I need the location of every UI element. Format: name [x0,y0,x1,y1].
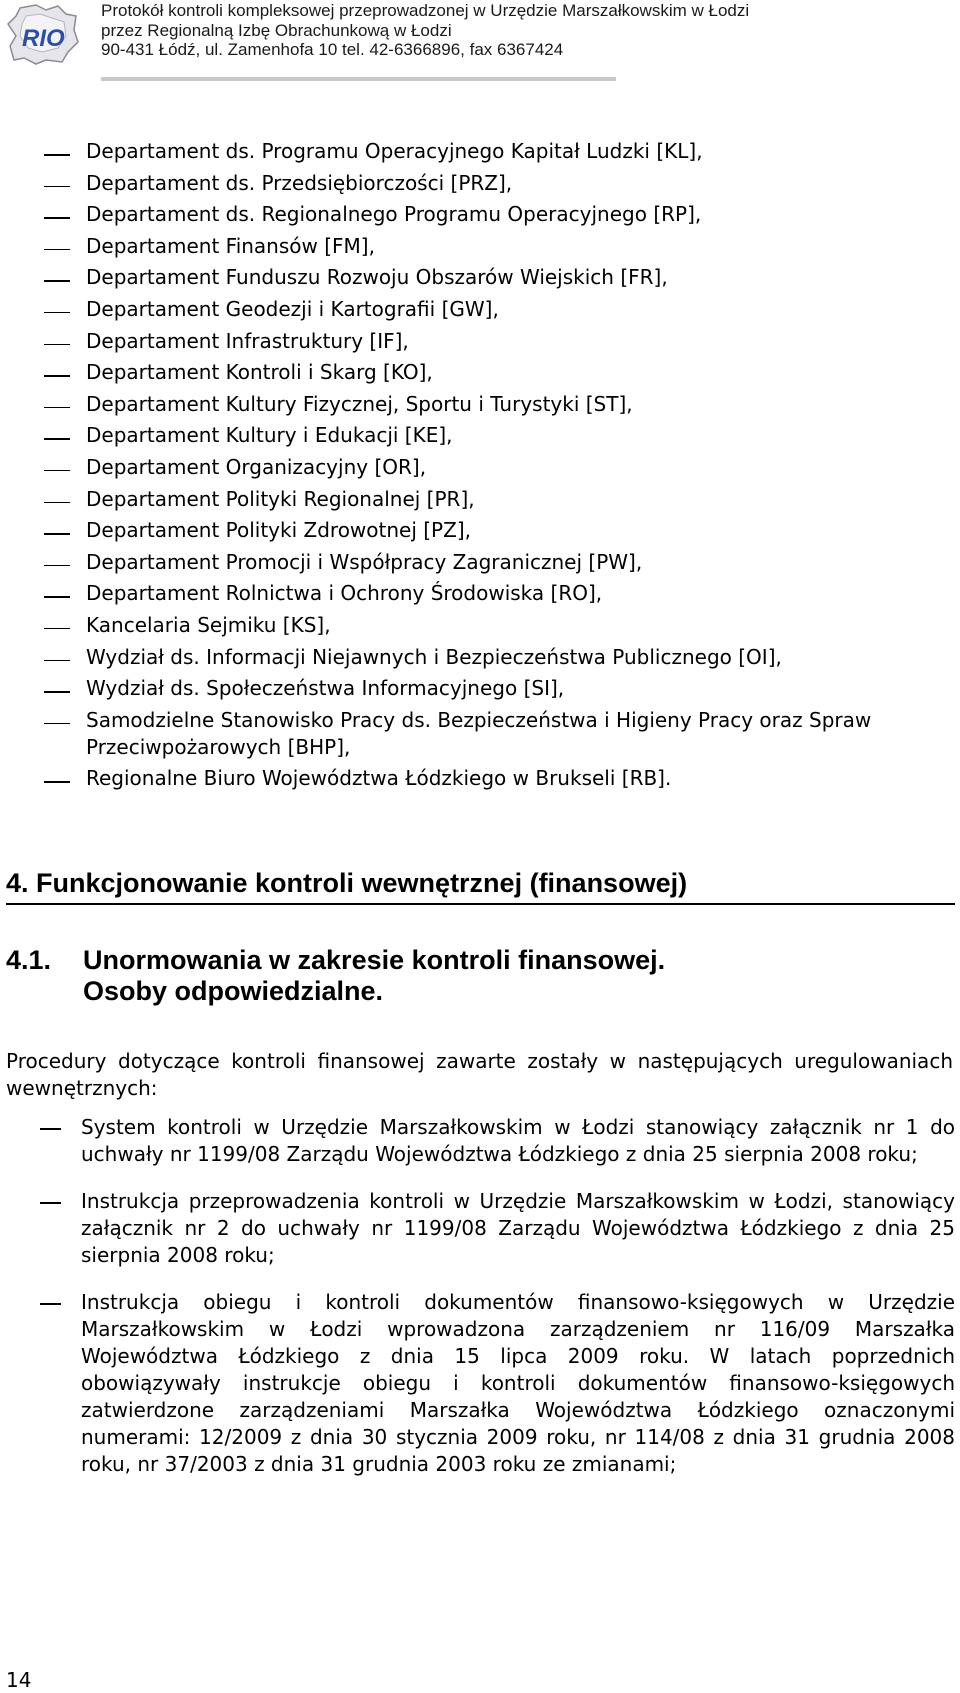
department-item [44,454,924,481]
department-item-text: Departament Funduszu Rozwoju Obszarów Wiejskich [FR], [86,265,668,290]
section-4-divider [6,903,955,905]
map-logo-icon [6,2,80,66]
section-4-1-title [83,945,665,1007]
dash-bullet-icon [44,312,70,314]
dash-bullet-icon [40,1202,61,1204]
department-item-text: Wydział ds. Informacji Niejawnych i Bezpieczeństwa Publicznego [OI], [86,644,782,669]
dash-bullet-icon [44,691,70,693]
department-item [44,580,924,607]
department-item [44,612,924,639]
header-line-3: 90-431 Łódź, ul. Zamenhofa 10 tel. 42-6366896, fax 6367424 [101,40,564,59]
header-line-1: Protokół kontroli kompleksowej przeprowadzonej w Urzędzie Marszałkowskim w Łodzi [101,1,750,20]
dash-bullet-icon [44,781,70,783]
header-divider [101,77,616,81]
procedure-item-text: Instrukcja obiegu i kontroli dokumentów finansowo-księgowych w Urzędzie Marszałkowskim w Łodzi wprowadzona zarządzeniem nr 116/09 Marszałka Województwa Łódzkiego z dnia 15 lipca 2009 roku. W latach poprzednich obowiązywały instrukcje obiegu i kontroli dokumentów finansowo-księgowych zatwierdzone zarządzeniami Marszałka Województwa Łódzkiego oznaczonymi numerami: 12/2009 z dnia 30 stycznia 2009 roku, nr 114/08 z dnia 31 grudnia 2008 roku, nr 37/2003 z dnia 31 grudnia 2003 roku ze zmianami; [81,1290,955,1476]
rio-logo [6,2,80,66]
department-item [44,264,924,291]
dash-bullet-icon [44,280,70,282]
procedure-item-text: System kontroli w Urzędzie Marszałkowskim w Łodzi stanowiący załącznik nr 1 do uchwały nr 1199/08 Zarządu Województwa Łódzkiego z dnia 25 sierpnia 2008 roku; [81,1115,955,1166]
department-item-text: Wydział ds. Społeczeństwa Informacyjnego [SI], [86,676,565,701]
section-4-1-number: 4.1. [6,945,52,975]
dash-bullet-icon [44,344,70,346]
department-item [44,517,924,544]
dash-bullet-icon [44,723,70,725]
department-item [44,391,924,418]
department-item-text: Departament Infrastruktury [IF], [86,328,409,353]
procedure-item [40,1289,955,1478]
department-item-text: Departament Rolnictwa i Ochrony Środowiska [RO], [86,581,603,606]
department-item-text: Departament ds. Przedsiębiorczości [PRZ], [86,170,513,195]
department-item [44,328,924,355]
department-item-text: Kancelaria Sejmiku [KS], [86,612,331,637]
procedures-list [40,1114,955,1498]
department-item [44,233,924,260]
department-item-text: Departament Finansów [FM], [86,233,375,258]
department-item-text: Departament Geodezji i Kartografii [GW], [86,296,499,321]
dash-bullet-icon [44,407,70,409]
department-item-text: Regionalne Biuro Województwa Łódzkiego w Brukseli [RB]. [86,766,672,791]
department-item [44,359,924,386]
dash-bullet-icon [44,217,70,219]
department-item-text: Samodzielne Stanowisko Pracy ds. Bezpieczeństwa i Higieny Pracy oraz Spraw Przeciwpożarowych [BHP], [86,707,872,759]
dash-bullet-icon [44,470,70,472]
department-item-text: Departament Polityki Regionalnej [PR], [86,486,475,511]
department-item-text: Departament Polityki Zdrowotnej [PZ], [86,518,471,543]
dash-bullet-icon [44,502,70,504]
department-item-text: Departament ds. Programu Operacyjnego Kapitał Ludzki [KL], [86,139,703,163]
department-item-text: Departament Organizacyjny [OR], [86,454,427,479]
dash-bullet-icon [44,154,70,156]
section-4-1-title-line-1: Unormowania w zakresie kontroli finansowej. [83,945,666,975]
department-item [44,644,924,671]
procedure-item-text: Instrukcja przeprowadzenia kontroli w Urzędzie Marszałkowskim w Łodzi, stanowiący załącznik nr 2 do uchwały nr 1199/08 Zarządu Województwa Łódzkiego z dnia 25 sierpnia 2008 roku; [81,1189,955,1267]
department-item-text: Departament Kontroli i Skarg [KO], [86,360,433,385]
procedure-item [40,1114,955,1168]
department-item [44,422,924,449]
intro-paragraph: Procedury dotyczące kontroli finansowej zawarte zostały w następujących uregulowaniach wewnętrznych: [6,1049,953,1100]
department-list [44,138,924,797]
document-header [101,1,749,60]
department-item [44,296,924,323]
dash-bullet-icon [44,375,70,377]
department-item [44,201,924,228]
page-number: 14 [6,1668,32,1692]
dash-bullet-icon [44,186,70,188]
department-item [44,765,924,792]
dash-bullet-icon [44,438,70,440]
dash-bullet-icon [44,660,70,662]
department-item [44,675,924,702]
dash-bullet-icon [44,249,70,251]
department-item [44,486,924,513]
section-4-1-title-line-2: Osoby odpowiedzialne. [83,976,384,1006]
header-line-2: przez Regionalną Izbę Obrachunkową w Łodzi [101,20,452,40]
department-item [44,707,924,761]
dash-bullet-icon [40,1128,61,1130]
department-item-text: Departament Kultury Fizycznej, Sportu i Turystyki [ST], [86,391,633,416]
dash-bullet-icon [44,533,70,535]
department-item-text: Departament ds. Regionalnego Programu Operacyjnego [RP], [86,202,702,227]
department-item [44,549,924,576]
section-4-heading: 4. Funkcjonowanie kontroli wewnętrznej (finansowej) [6,868,688,898]
department-item [44,170,924,197]
dash-bullet-icon [44,628,70,630]
dash-bullet-icon [44,565,70,567]
department-item-text: Departament Promocji i Współpracy Zagranicznej [PW], [86,549,643,574]
dash-bullet-icon [44,596,70,598]
logo-text: RIO [22,25,65,52]
dash-bullet-icon [40,1303,61,1305]
department-item-text: Departament Kultury i Edukacji [KE], [86,423,453,448]
department-item [44,138,924,165]
procedure-item [40,1188,955,1269]
